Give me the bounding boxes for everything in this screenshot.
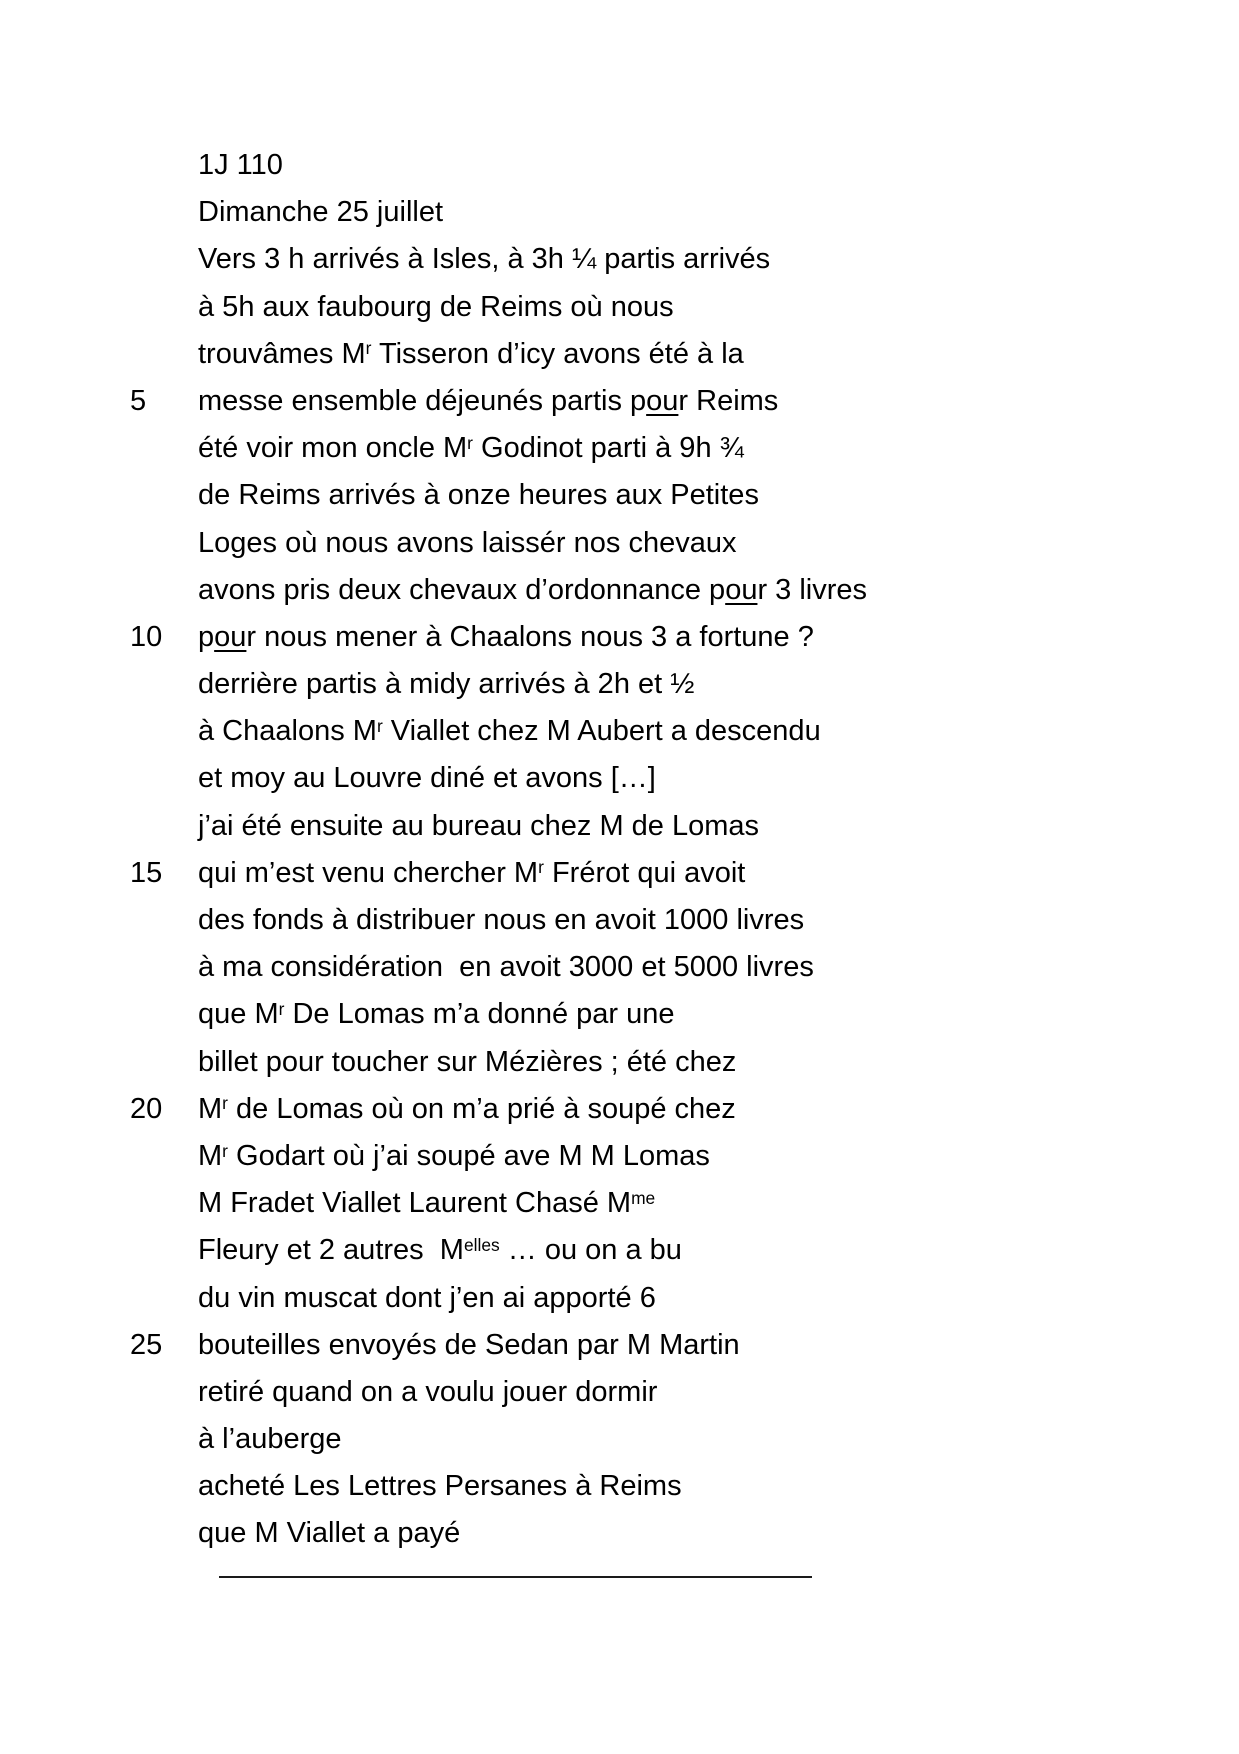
text-line	[0, 236, 1239, 283]
plain-text: acheté Les Lettres Persanes à Reims	[198, 1470, 682, 1503]
text-line	[0, 331, 1239, 378]
plain-text: Godart où j’ai soupé ave M M Lomas	[227, 1139, 710, 1172]
text-line	[0, 1416, 1239, 1463]
plain-text: M	[198, 1092, 223, 1125]
plain-text: 1J 110	[198, 149, 283, 181]
text-line	[0, 708, 1239, 755]
plain-text: des fonds à distribuer nous en avoit 1000 livres	[198, 904, 805, 936]
plain-text: bouteilles envoyés de Sedan par M Martin	[198, 1328, 740, 1361]
text-line	[0, 472, 1239, 519]
text-line	[0, 944, 1239, 991]
plain-text: à ma considération en avoit 3000 et 5000 livres	[198, 951, 814, 984]
plain-text: Vers 3 h arrivés à Isles, à 3h ¼ partis arrivés	[198, 243, 771, 276]
plain-text: r Reims	[678, 384, 779, 417]
plain-text: billet pour toucher sur Mézières ; été chez	[198, 1045, 737, 1078]
text-line	[0, 284, 1239, 331]
line-text	[198, 661, 694, 708]
plain-text: derrière partis à midy arrivés à 2h et ½	[198, 668, 695, 701]
line-text	[198, 1180, 655, 1227]
line-text	[198, 944, 814, 991]
plain-text: Viallet chez M Aubert a descendu	[382, 715, 821, 748]
text-line	[0, 803, 1239, 850]
plain-text: de Reims arrivés à onze heures aux Petites	[198, 479, 759, 512]
plain-text: M Fradet Viallet Laurent Chasé M	[198, 1187, 632, 1220]
line-text	[198, 1275, 656, 1322]
plain-text: que M	[198, 998, 279, 1031]
line-text	[198, 1039, 736, 1086]
line-text	[198, 378, 778, 425]
line-text	[198, 425, 744, 472]
line-number: 5	[130, 384, 147, 417]
line-text	[198, 284, 674, 331]
horizontal-rule	[219, 1576, 812, 1578]
plain-text: et moy au Louvre diné et avons […]	[198, 762, 656, 795]
plain-text: que M Viallet a payé	[198, 1517, 461, 1550]
plain-text: du vin muscat dont j’en ai apporté 6	[198, 1281, 656, 1314]
plain-text: Tisseron d’icy avons été à la	[371, 337, 744, 370]
line-number: 15	[130, 856, 163, 889]
text-line	[0, 142, 1239, 189]
text-line	[0, 897, 1239, 944]
superscript-text: r	[538, 857, 544, 878]
plain-text: de Lomas où on m’a prié à soupé chez	[227, 1092, 736, 1125]
line-text	[198, 897, 804, 944]
plain-text: r 3 livres	[757, 573, 868, 606]
line-text	[198, 236, 770, 283]
plain-text: à l’auberge	[198, 1423, 342, 1456]
line-number: 20	[130, 1092, 163, 1125]
line-text	[198, 755, 656, 802]
plain-text: messe ensemble déjeunés partis p	[198, 384, 647, 417]
plain-text: Godinot parti à 9h ¾	[472, 432, 744, 465]
plain-text: p	[198, 620, 215, 653]
line-text	[198, 1416, 342, 1463]
plain-text: r nous mener à Chaalons nous 3 a fortune ?	[246, 620, 814, 653]
plain-text: Fleury et 2 autres M	[198, 1234, 464, 1267]
plain-text: à Chaalons M	[198, 715, 377, 748]
plain-text: j’ai été ensuite au bureau chez M de Lomas	[198, 809, 760, 842]
line-text	[198, 850, 745, 897]
superscript-text: me	[631, 1187, 656, 1208]
text-line	[0, 1180, 1239, 1227]
plain-text: trouvâmes M	[198, 337, 366, 370]
line-text	[198, 189, 443, 236]
plain-text: été voir mon oncle M	[198, 432, 468, 465]
superscript-text: elles	[463, 1234, 500, 1255]
plain-text: Frérot qui avoit	[543, 856, 746, 889]
plain-text: De Lomas m’a donné par une	[284, 998, 675, 1031]
underlined-text: ou	[725, 573, 758, 606]
plain-text: retiré quand on a voulu jouer dormir	[198, 1375, 658, 1408]
line-text	[198, 1133, 710, 1180]
text-line	[0, 850, 1239, 897]
line-text	[198, 1227, 682, 1274]
plain-text: qui m’est venu chercher M	[198, 856, 539, 889]
line-text	[198, 991, 675, 1038]
superscript-text: r	[467, 432, 473, 453]
superscript-text: r	[376, 715, 383, 736]
line-text	[198, 1086, 736, 1133]
text-line	[0, 1227, 1239, 1274]
text-line	[0, 1369, 1239, 1416]
superscript-text: r	[222, 1140, 228, 1161]
line-text	[198, 1510, 460, 1557]
line-number: 25	[130, 1328, 163, 1361]
plain-text: avons pris deux chevaux d’ordonnance p	[198, 573, 726, 606]
line-text	[198, 567, 867, 614]
superscript-text: r	[278, 999, 285, 1020]
text-line	[0, 1133, 1239, 1180]
text-line	[0, 189, 1239, 236]
line-text	[198, 142, 283, 189]
text-line	[0, 1039, 1239, 1086]
text-line	[0, 1463, 1239, 1510]
plain-text: … ou on a bu	[499, 1234, 682, 1267]
underlined-text: ou	[646, 384, 679, 417]
plain-text: M	[198, 1139, 223, 1172]
plain-text: à 5h aux faubourg de Reims où nous	[198, 290, 674, 323]
plain-text: Loges où nous avons laissér nos chevaux	[198, 526, 737, 559]
text-line	[0, 991, 1239, 1038]
superscript-text: r	[365, 338, 372, 359]
plain-text: Dimanche 25 juillet	[198, 196, 444, 229]
line-text	[198, 1369, 657, 1416]
line-text	[198, 520, 736, 567]
text-line	[0, 1275, 1239, 1322]
text-line	[0, 1086, 1239, 1133]
line-text	[198, 1463, 682, 1510]
line-text	[198, 331, 744, 378]
transcription-lines	[0, 142, 1239, 1558]
text-line	[0, 661, 1239, 708]
line-text	[198, 708, 821, 755]
line-text	[198, 1322, 740, 1369]
text-line	[0, 755, 1239, 802]
line-text	[198, 614, 814, 661]
line-text	[198, 472, 759, 519]
text-line	[0, 378, 1239, 425]
text-line	[0, 567, 1239, 614]
text-line	[0, 425, 1239, 472]
text-line	[0, 1322, 1239, 1369]
text-line	[0, 614, 1239, 661]
superscript-text: r	[222, 1093, 228, 1114]
underlined-text: ou	[214, 620, 247, 653]
text-line	[0, 1510, 1239, 1557]
line-text	[198, 803, 759, 850]
line-number: 10	[130, 620, 163, 653]
text-line	[0, 520, 1239, 567]
